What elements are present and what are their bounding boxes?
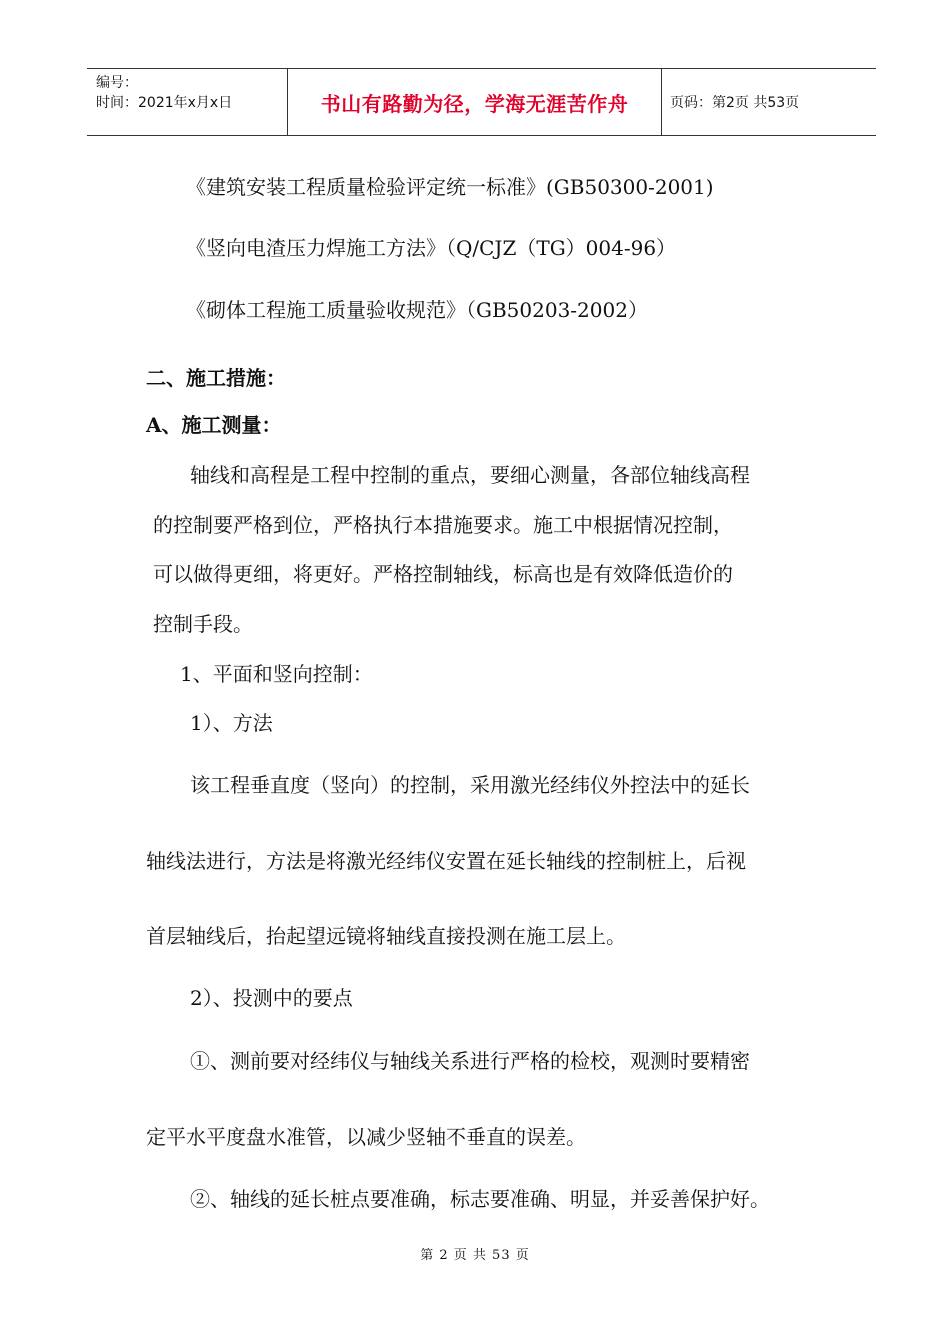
reference-standard-3: 《砌体工程施工质量验收规范》（GB50203-2002） [186, 298, 648, 322]
header-motto: 书山有路勤为径，学海无涯苦作舟 [320, 91, 629, 116]
paragraph-1-line-4: 控制手段。 [153, 612, 253, 636]
header-page-cell [662, 69, 876, 135]
header-page-label: 页码：第2页 共53页 [670, 95, 800, 111]
subheading-method: 1）、方法 [190, 711, 273, 735]
paragraph-1-line-1: 轴线和高程是工程中控制的重点，要细心测量，各部位轴线高程 [190, 463, 750, 487]
paragraph-1-line-2: 的控制要严格到位，严格执行本措施要求。施工中根据情况控制， [153, 513, 733, 537]
paragraph-2-line-2: 轴线法进行，方法是将激光经纬仪安置在延长轴线的控制桩上，后视 [146, 849, 746, 873]
subheading-plane-vertical-control: 1、平面和竖向控制： [180, 662, 373, 686]
point-1-line-2: 定平水平度盘水准管，以减少竖轴不垂直的误差。 [146, 1125, 586, 1149]
paragraph-2-line-1: 该工程垂直度（竖向）的控制，采用激光经纬仪外控法中的延长 [190, 773, 750, 797]
page-footer: 第 2 页 共 53 页 [420, 1248, 530, 1263]
point-1-line-1: ①、测前要对经纬仪与轴线关系进行严格的检校，观测时要精密 [190, 1049, 750, 1073]
point-2: ②、轴线的延长桩点要准确，标志要准确、明显，并妥善保护好。 [190, 1187, 770, 1211]
document-number-label: 编号： [96, 75, 138, 91]
reference-standard-1: 《建筑安装工程质量检验评定统一标准》(GB50300-2001) [186, 175, 714, 199]
paragraph-2-line-3: 首层轴线后，抬起望远镜将轴线直接投测在施工层上。 [146, 924, 626, 948]
document-time-label: 时间：2021年x月x日 [96, 95, 233, 111]
header-motto-cell [288, 69, 662, 135]
section-heading-construction-measures: 二、施工措施： [146, 366, 286, 390]
page-header [87, 68, 876, 136]
paragraph-1-line-3: 可以做得更细，将更好。严格控制轴线，标高也是有效降低造价的 [153, 562, 733, 586]
section-heading-surveying: A、施工测量： [146, 413, 282, 437]
subheading-key-points: 2）、投测中的要点 [190, 986, 353, 1010]
reference-standard-2: 《竖向电渣压力焊施工方法》（Q/CJZ（TG）004-96） [186, 236, 677, 260]
header-meta [87, 69, 288, 135]
